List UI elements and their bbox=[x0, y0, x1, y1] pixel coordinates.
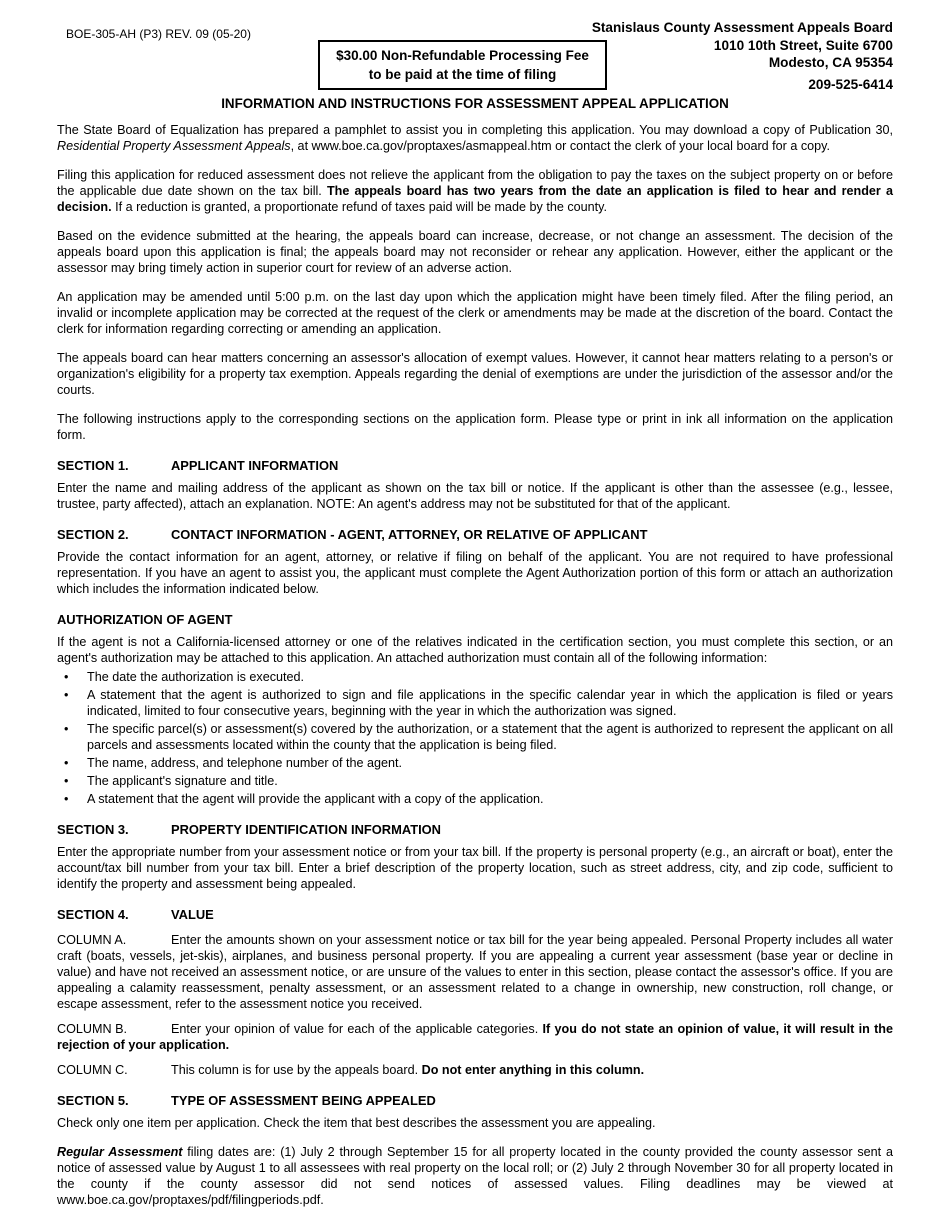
section1-body: Enter the name and mailing address of the applicant as shown on the tax bill or notice. If the applicant is other than the assessee (e.g., lessee, trustee, party affected), attach an explanation. NOTE: An agent's address may not be substituted for that of the applicant. bbox=[57, 481, 893, 511]
publication-title: Residential Property Assessment Appeals bbox=[57, 139, 291, 153]
column-a-paragraph bbox=[57, 932, 893, 1012]
section4-label: SECTION 4. bbox=[57, 907, 129, 922]
fee-box-line1: $30.00 Non-Refundable Processing Fee bbox=[336, 48, 589, 63]
list-item: • The applicant's signature and title. bbox=[57, 773, 893, 789]
text-run: Filing this application for reduced assessment does not relieve the applicant from the obligation to pay the taxes on the subject property on or before the applicable due date shown on the tax bill. bbox=[57, 168, 893, 198]
fee-box-line2: to be paid at the time of filing bbox=[368, 67, 557, 82]
text-run: filing dates are: (1) July 2 through September 15 for all property located in the county provided the county assessor sent a notice of assessed value by August 1 to all assessees with real property on the local roll; or (2) July 2 through November 30 for all property located in the county if the county assessor did not send notices of assessed values. Filing deadlines may be viewed at www.boe.ca.gov/proptaxes/pdf/filingperiods.pdf. bbox=[57, 1145, 893, 1207]
agency-phone: 209-525-6414 bbox=[808, 76, 893, 92]
text-run: This column is for use by the appeals board. bbox=[171, 1063, 422, 1077]
section4-heading bbox=[57, 907, 893, 923]
section1-heading bbox=[57, 458, 893, 474]
list-item: • A statement that the agent will provide the applicant with a copy of the application. bbox=[57, 791, 893, 807]
paragraph-exemptions: The appeals board can hear matters concerning an assessor's allocation of exempt values. However, it cannot hear matters relating to a person's or organization's eligibility for a property tax exemption. Appeals regarding the denial of exemptions are under the jurisdiction of the assessor and/or the courts. bbox=[57, 351, 893, 397]
document-header bbox=[0, 0, 950, 96]
paragraph-filing-obligation bbox=[57, 167, 893, 215]
section2-title: CONTACT INFORMATION - AGENT, ATTORNEY, OR RELATIVE OF APPLICANT bbox=[171, 527, 648, 542]
page-title: INFORMATION AND INSTRUCTIONS FOR ASSESSMENT APPEAL APPLICATION bbox=[221, 96, 729, 111]
authorization-body: If the agent is not a California-licensed attorney or one of the relatives indicated in the certification section, you must complete this section, or an agent's authorization may be attached to this application. An attached authorization must contain all of the following information: bbox=[57, 635, 893, 665]
section3-title: PROPERTY IDENTIFICATION INFORMATION bbox=[171, 822, 441, 837]
column-a-label: COLUMN A. bbox=[57, 933, 127, 947]
agency-address1: 1010 10th Street, Suite 6700 bbox=[713, 37, 893, 53]
section3-label: SECTION 3. bbox=[57, 822, 129, 837]
section5-title: TYPE OF ASSESSMENT BEING APPEALED bbox=[171, 1093, 436, 1108]
section3-body: Enter the appropriate number from your assessment notice or from your tax bill. If the property is personal property (e.g., an aircraft or boat), enter the account/tax bill number from your tax bill. Enter a brief description of the property location, such as street address, city, and zip code, sufficient to identify the property and assessment being appealed. bbox=[57, 845, 893, 891]
section5-heading bbox=[57, 1093, 893, 1109]
list-item: • A statement that the agent is authorized to sign and file applications in the specific calendar year in which the application is filed or years indicated, limited to four consecutive years, beginning with the year in which the authorization was signed. bbox=[57, 687, 893, 719]
list-item: • The specific parcel(s) or assessment(s) covered by the authorization, or a statement that the agent is authorized to represent the applicant on all parcels and assessments located within the county that the application is being filed. bbox=[57, 721, 893, 753]
document-body bbox=[0, 122, 950, 1208]
processing-fee-box bbox=[318, 40, 607, 90]
section3-heading bbox=[57, 822, 893, 838]
section1-label: SECTION 1. bbox=[57, 458, 129, 473]
paragraph-amendments: An application may be amended until 5:00 p.m. on the last day upon which the application might have been timely filed. After the filing period, an invalid or incomplete application may be corrected at the request of the clerk or amendments may be made at the discretion of the board. Contact the clerk for information regarding correcting or amending an application. bbox=[57, 290, 893, 336]
agency-address-block bbox=[592, 19, 893, 93]
regular-assessment-paragraph bbox=[57, 1144, 893, 1208]
text-run: If a reduction is granted, a proportionate refund of taxes paid will be made by the county. bbox=[111, 200, 608, 214]
column-b-paragraph bbox=[57, 1021, 893, 1053]
section2-label: SECTION 2. bbox=[57, 527, 129, 542]
section2-body: Provide the contact information for an agent, attorney, or relative if filing on behalf of the applicant. You are not required to have professional representation. If you have an agent to assist you, the applicant must complete the Agent Authorization portion of this form or attach an authorization which includes the information indicated below. bbox=[57, 550, 893, 596]
section2-heading bbox=[57, 527, 893, 543]
agency-name: Stanislaus County Assessment Appeals Board bbox=[591, 20, 893, 35]
paragraph-pamphlet bbox=[57, 122, 893, 154]
text-run: , at www.boe.ca.gov/proptaxes/asmappeal.htm or contact the clerk of your local board for a copy. bbox=[290, 139, 831, 153]
agency-address2: Modesto, CA 95354 bbox=[768, 55, 893, 70]
section1-title: APPLICANT INFORMATION bbox=[171, 458, 339, 473]
authorization-heading: AUTHORIZATION OF AGENT bbox=[57, 612, 233, 627]
bold-emphasis: The appeals board has two years from the date an application is filed to hear and render a decision. bbox=[57, 184, 893, 214]
section5-label: SECTION 5. bbox=[57, 1093, 129, 1108]
column-b-label: COLUMN B. bbox=[57, 1022, 127, 1036]
text-run: Enter the amounts shown on your assessment notice or tax bill for the year being appealed. Personal Property includes all water craft (boats, vessels, jet-skis), airplanes, and business personal property. If you are appealing a current year assessment (base year or decline in value) and have not received an assessment notice, or are unsure of the values to enter in this section, please contact the assessor's office. If you are appealing a calamity reassessment, penalty assessment, or an assessment related to a change in ownership, new construction, roll change, or escape assessment, refer to the assessment notice you received. bbox=[57, 933, 893, 1011]
column-c-paragraph bbox=[57, 1062, 893, 1078]
text-run: Enter your opinion of value for each of the applicable categories. bbox=[171, 1022, 543, 1036]
list-item: • The date the authorization is executed. bbox=[57, 669, 893, 685]
regular-assessment-label: Regular Assessment bbox=[57, 1145, 183, 1159]
paragraph-board-decision: Based on the evidence submitted at the hearing, the appeals board can increase, decrease, or not change an assessment. The decision of the appeals board upon this application is final; the appeals board may not reconsider or rehear any application. However, either the applicant or the assessor may bring timely action in superior court for review of an adverse action. bbox=[57, 229, 893, 275]
authorization-bullet-list bbox=[57, 669, 893, 807]
list-item: • The name, address, and telephone number of the agent. bbox=[57, 755, 893, 771]
bold-emphasis: Do not enter anything in this column. bbox=[421, 1063, 645, 1077]
form-number: BOE-305-AH (P3) REV. 09 (05-20) bbox=[66, 27, 251, 41]
text-run: The State Board of Equalization has prepared a pamphlet to assist you in completing this application. You may download a copy of Publication 30, bbox=[57, 123, 893, 137]
bold-emphasis: If you do not state an opinion of value, it will result in the rejection of your application. bbox=[57, 1022, 893, 1052]
column-c-label: COLUMN C. bbox=[57, 1063, 128, 1077]
paragraph-instructions-note: The following instructions apply to the corresponding sections on the application form. Please type or print in ink all information on the application form. bbox=[57, 412, 893, 442]
section5-body: Check only one item per application. Check the item that best describes the assessment you are appealing. bbox=[57, 1116, 656, 1130]
section4-title: VALUE bbox=[171, 907, 214, 922]
